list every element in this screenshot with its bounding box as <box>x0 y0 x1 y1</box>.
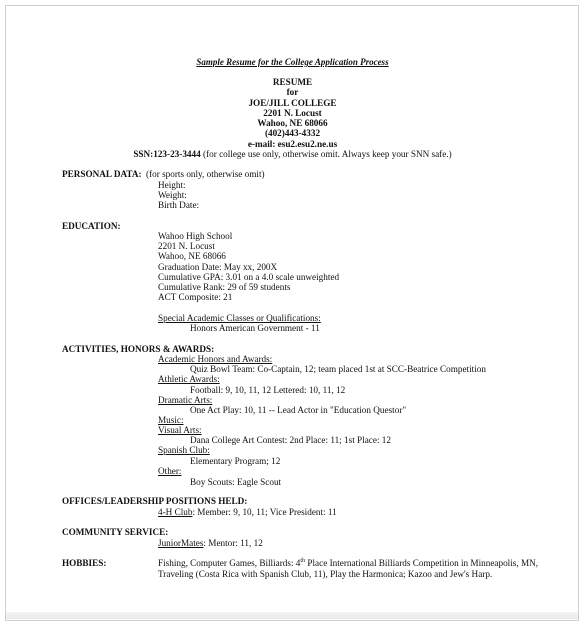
other-item: Boy Scouts: Eagle Scout <box>190 477 282 487</box>
dramatic-arts-item: One Act Play: 10, 11 -- Lead Actor in "Education Questor" <box>190 405 407 415</box>
act-composite: ACT Composite: 21 <box>158 292 233 302</box>
school-city: Wahoo, NE 68066 <box>158 251 226 261</box>
athletic-awards-heading: Athletic Awards: <box>158 374 220 384</box>
other-heading: Other: <box>158 466 182 476</box>
hobbies-line-1-b: Place International Billiards Competition in Minneapolis, MN, <box>305 558 539 568</box>
cumulative-gpa: Cumulative GPA: 3.01 on a 4.0 scale unweighted <box>158 272 340 282</box>
applicant-city: Wahoo, NE 68066 <box>257 118 328 128</box>
ssn-line <box>0 149 585 159</box>
cumulative-rank: Cumulative Rank: 29 of 59 students <box>158 282 291 292</box>
hobbies-heading: HOBBIES: <box>62 558 107 568</box>
visual-arts-heading: Visual Arts: <box>158 425 202 435</box>
hobbies-line-2: Traveling (Costa Rica with Spanish Club, 11), Play the Harmonica; Kazoo and Jew's Harp. <box>158 569 493 579</box>
special-classes-heading: Special Academic Classes or Qualifications: <box>158 313 321 323</box>
resume-for: for <box>286 87 299 97</box>
community-service-heading: COMMUNITY SERVICE: <box>62 527 169 537</box>
community-org: JuniorMates <box>158 538 204 548</box>
club-detail: : Member: 9, 10, 11; Vice President: 11 <box>192 507 337 517</box>
special-classes-item: Honors American Government - 11 <box>190 323 320 333</box>
applicant-street: 2201 N. Locust <box>263 108 322 118</box>
education-heading: EDUCATION: <box>62 221 121 231</box>
community-detail: : Mentor: 11, 12 <box>203 538 263 548</box>
weight-field: Weight: <box>158 190 187 200</box>
school-street: 2201 N. Locust <box>158 241 215 251</box>
ssn-label: SSN:123-23-3444 <box>133 149 201 159</box>
hobbies-line-1-a: Fishing, Computer Games, Billiards: 4 <box>158 558 301 568</box>
club-name: 4-H Club <box>158 507 193 517</box>
page-bottom-shadow <box>6 612 578 619</box>
visual-arts-item: Dana College Art Contest: 2nd Place: 11; 1st Place: 12 <box>190 435 391 445</box>
hobbies-superscript: th <box>300 557 306 564</box>
activities-heading: ACTIVITIES, HONORS & AWARDS: <box>62 344 215 354</box>
ssn-note: (for college use only, otherwise omit. Always keep your SNN safe.) <box>200 149 452 159</box>
resume-heading: RESUME <box>272 77 313 87</box>
graduation-date: Graduation Date: May xx, 200X <box>158 262 278 272</box>
height-field: Height: <box>158 180 186 190</box>
offices-heading: OFFICES/LEADERSHIP POSITIONS HELD: <box>62 496 248 506</box>
document-title: Sample Resume for the College Application Process <box>196 57 389 67</box>
school-name: Wahoo High School <box>158 231 233 241</box>
spanish-club-heading: Spanish Club: <box>158 445 210 455</box>
applicant-email: e-mail: esu2.esu2.ne.us <box>247 139 338 149</box>
personal-data-heading: PERSONAL DATA: <box>62 169 142 179</box>
music-heading: Music: <box>158 415 184 425</box>
community-line <box>158 538 263 548</box>
academic-honors-item: Quiz Bowl Team: Co-Captain, 12; team placed 1st at SCC-Beatrice Competition <box>190 364 486 374</box>
offices-line <box>158 507 337 517</box>
athletic-awards-item: Football: 9, 10, 11, 12 Lettered: 10, 11, 12 <box>190 385 346 395</box>
personal-data-note: (for sports only, otherwise omit) <box>146 169 265 179</box>
academic-honors-heading: Academic Honors and Awards: <box>158 354 273 364</box>
birth-date-field: Birth Date: <box>158 200 200 210</box>
applicant-name: JOE/JILL COLLEGE <box>248 98 337 108</box>
hobbies-line-1 <box>158 558 538 568</box>
dramatic-arts-heading: Dramatic Arts: <box>158 395 213 405</box>
spanish-club-item: Elementary Program; 12 <box>190 456 281 466</box>
applicant-phone: (402)443-4332 <box>264 128 321 138</box>
